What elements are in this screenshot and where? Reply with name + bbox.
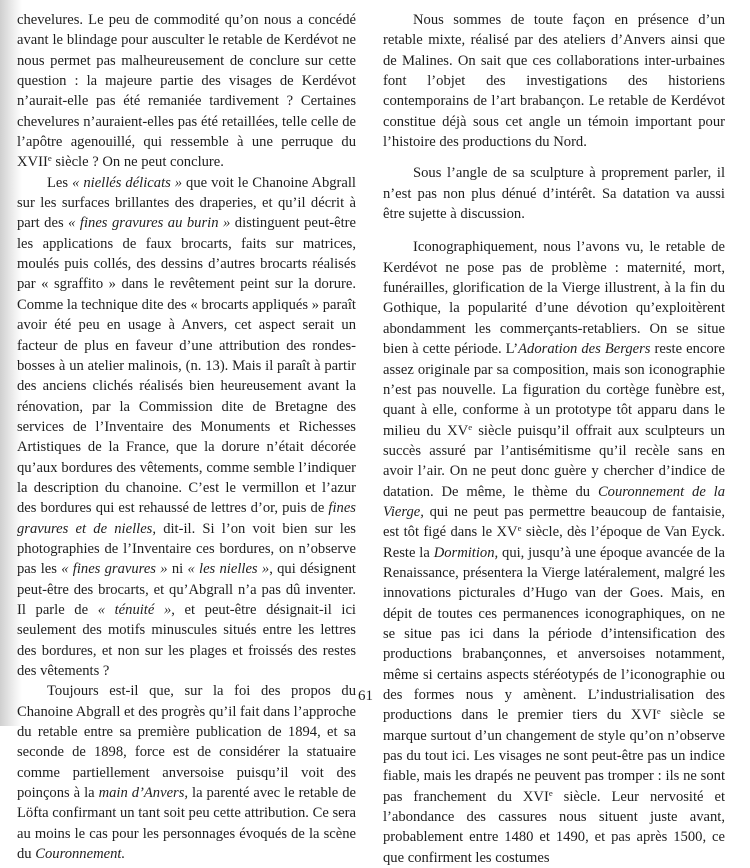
body-text: siècle. Leur nervosité et l’abondance des cassures nous situent juste avant, probablement entre 1480 et 1490, et pas après 1500, ce que confirment les costumes xyxy=(383,788,725,866)
italic-text: « niellés délicats » xyxy=(72,174,183,191)
italic-text: fines gravures et de nielles, xyxy=(17,500,356,537)
body-text: Nous sommes de toute façon en présence d’un retable mixte, réalisé par des ateliers d’Anvers ainsi que de Malines. On sait que ces collaborations inter-urbaines font l’objet des investigations des historiens contemporains de l’art brabançon. Le retable de Kerdévot constitue déjà sous cet angle un témoin important pour l’histoire des productions du Nord. xyxy=(383,12,725,151)
italic-text: Couronnement. xyxy=(35,846,126,863)
superscript: e xyxy=(517,523,522,534)
body-text: distinguent peut-être les applications de faux brocarts, faits sur matrices, moulés puis collés, des dessins d’autres brocarts réalisés par « sgraffito » dans le revêtement peint sur la dorure. Comme la technique dite des « brocarts appliqués » paraît avoir été peu en usage à Anvers, cet aspect serait un facteur de plus en faveur d’une attribution des rondes-bosses à un atelier malinois, (n. 13). Mais il paraît à partir des anciens clichés réalisés bien heureusement avant la rénovation, par la Commission dite de Bretagne des services de l’Inventaire des Monuments et Richesses Artistiques de la France, que la dorure n’était décorée qu’aux bordures des vêtements, comme semble l’indiquer la description du chanoine. C’est le vermillon et l’azur des bordures qui est rehaussé de lettres d’or, puis de xyxy=(17,215,356,517)
body-text: qui ne peut pas permettre beaucoup de fantaisie, est tôt figé dans le XV xyxy=(383,503,725,541)
body-text: siècle se marque surtout d’un changement de style qu’on n’observe pas du tout ici. Les visages ne sont peut-être pas un indice fiable, mais les drapés ne peuvent pas tromper : ils ne sont pas franchement du XVI xyxy=(383,707,725,805)
body-text: siècle, dès l’époque de Van Eyck. Reste la xyxy=(383,524,725,561)
italic-text: « fines gravures au burin » xyxy=(68,215,231,232)
italic-text: Adoration des Bergers xyxy=(518,341,651,358)
body-text: que voit le Chanoine Abgrall sur les surfaces brillantes des draperies, et qu’il décrit à part des xyxy=(17,174,356,232)
left-column xyxy=(17,10,356,864)
body-text: la parenté avec le retable de Löfta confirmant un tant soit peu cette attribution. Ce sera au moins le cas pour les personnages évoqués de la scène du xyxy=(17,785,356,863)
body-text: , et peut-être désignait-il ici seulement des motifs minuscules situés entre les lettres des bordures, et non sur les plages et froissés des restes des vêtements ? xyxy=(17,601,356,679)
body-text: Iconographiquement, nous l’avons vu, le retable de Kerdévot ne pose pas de problème : maternité, mort, funérailles, glorification de la Vierge illustrent, à la fin du Gothique, la popularité d’une dévotion qu’exploitèrent abondamment les commerçants-retabliers. On se situe bien à cette période. L’ xyxy=(383,239,725,358)
body-text: Toujours est-il que, sur la foi des propos du Chanoine Abgrall et des progrès qu’il fait dans l’approche du retable entre sa première publication de 1894, et sa seconde de 1898, force est de considérer la statuaire comme partiellement anversoise puisqu’il voit des poinçons à la xyxy=(17,683,356,802)
italic-text: « les nielles » xyxy=(187,561,270,578)
body-text: ni xyxy=(167,561,188,578)
italic-text: « fines gravures » xyxy=(61,561,168,578)
body-text: , qui désignent peut-être des brocarts, et qu’Abgrall n’a pas dû inventer. Il parle de xyxy=(17,561,356,618)
body-text: dit-il. Si l’on voit bien sur les photographies de l’Inventaire ces bordures, on n’observe pas les xyxy=(17,520,356,578)
body-text: siècle ? On ne peut conclure. xyxy=(51,154,224,171)
superscript: e xyxy=(468,421,473,432)
paragraph-sculpture xyxy=(383,163,725,224)
body-text: qui, jusqu’à une époque avancée de la Renaissance, présentera la Vierge latéralement, malgré les innovations picturales d’Hugo van der Goes. Mais, en dépit de toutes ces permanences iconographiques, on ne se situe pas ici dans la période d’intensification des productions brabançonnes, et anversoises notamment, même si certains aspects stéréotypés de l’iconographie ou des formes nous y amènent. L’industrialisation des productions dans le premier tiers du XVI xyxy=(383,544,725,724)
body-text: Les xyxy=(47,174,73,191)
superscript: e xyxy=(548,787,553,798)
italic-text: main d’Anvers, xyxy=(98,785,189,802)
superscript: e xyxy=(656,706,661,717)
right-column xyxy=(383,10,725,868)
body-text: reste encore assez originale par sa composition, mais son iconographie n’est pas nouvelle. La figuration du cortège funèbre est, quant à elle, conforme à un prototype tôt apparu dans le milieu du XV xyxy=(383,341,725,439)
italic-text: « ténuité » xyxy=(97,601,172,618)
body-text: Sous l’angle de sa sculpture à proprement parler, il n’est pas non plus dénué d’intérêt. Sa datation va aussi être sujette à discussion. xyxy=(383,165,725,223)
paragraph-nielles-delicats xyxy=(17,173,356,682)
paragraph-toujours-est-il xyxy=(17,681,356,864)
page-number: 61 xyxy=(358,688,373,704)
body-text: chevelures. Le peu de commodité qu’on nous a concédé avant le blindage pour ausculter le retable de Kerdévot ne nous permet pas malheureusement de conclure sur cette question : la majeure partie des visages de Kerdévot n’aurait-elle pas été remaniée tardivement ? Certaines chevelures n’auraient-elles pas été retaillées, telle celle de l’apôtre agenouillé, qui ressemble à une perruque du XVII xyxy=(17,12,356,171)
italic-text: Dormition, xyxy=(433,544,499,561)
paragraph-iconographiquement xyxy=(383,237,725,868)
superscript: e xyxy=(47,153,52,164)
paragraph-chevelures xyxy=(17,10,356,173)
body-text: siècle puisqu’il offrait aux sculpteurs un succès assuré par l’antisémitisme qu’il recèle sans en avoir l’air. On ne peut donc guère y chercher d’indice de datation. De même, le thème du xyxy=(383,422,725,500)
paragraph-retable-mixte xyxy=(383,10,725,152)
italic-text: Couronnement de la Vierge, xyxy=(383,483,726,520)
